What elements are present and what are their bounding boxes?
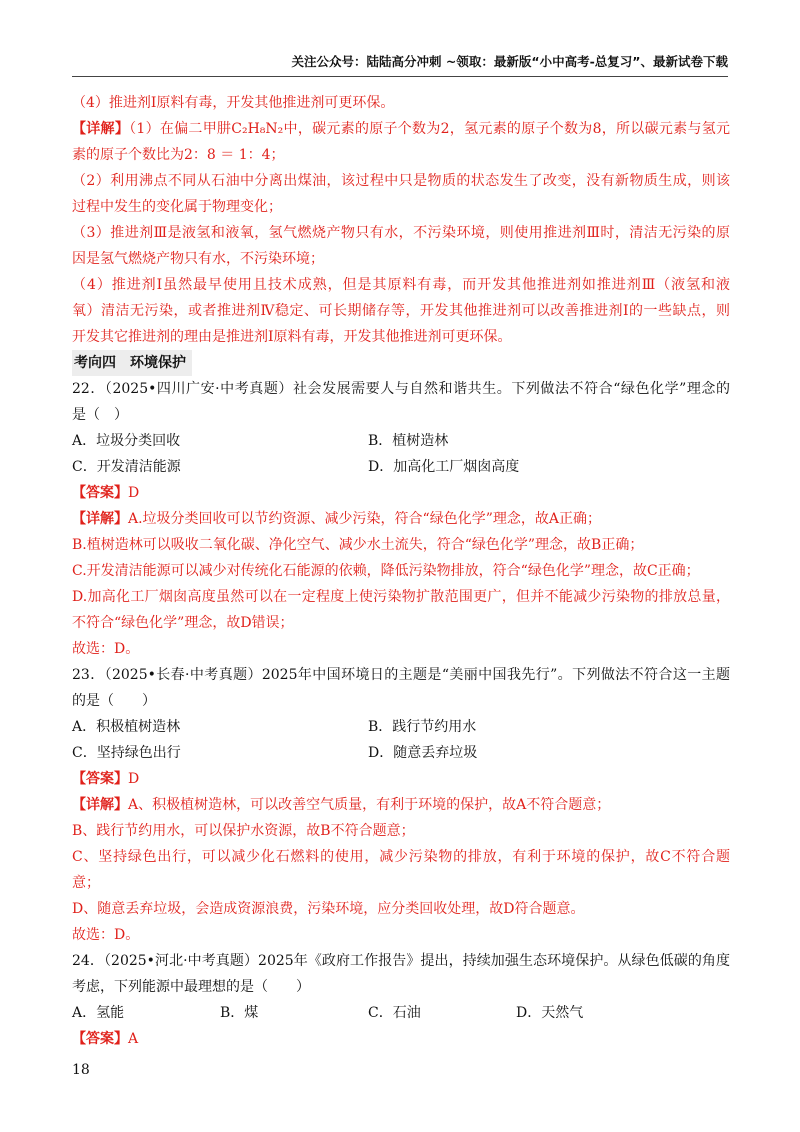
explanation-line: 开发其它推进剂的理由是推进剂Ⅰ原料有毒，开发其他推进剂可更环保。 — [72, 329, 512, 345]
option-a: A．氢能 — [72, 1005, 125, 1021]
explanation-line: （2）利用沸点不同从石油中分离出煤油，该过程中只是物质的状态发生了改变，没有新物质生成，则该 — [72, 173, 730, 189]
explanation-line: 故选：D。 — [72, 927, 140, 943]
explanation-line: 不符合“绿色化学”理念，故D错误； — [72, 615, 294, 631]
option-d: D．天然气 — [516, 1005, 584, 1021]
explanation-line: 【详解】A.垃圾分类回收可以节约资源、减少污染，符合“绿色化学”理念，故A正确； — [72, 511, 601, 527]
question-23-options-row — [72, 714, 730, 740]
option-c: C．石油 — [368, 1005, 421, 1021]
explanation-line: D、随意丢弃垃圾，会造成资源浪费，污染环境，应分类回收处理，故D符合题意。 — [72, 901, 585, 917]
explanation-line: C.开发清洁能源可以减少对传统化石能源的依赖，降低污染物排放，符合“绿色化学”理念，故C正确； — [72, 563, 700, 579]
explanation-line: （4）推进剂Ⅰ原料有毒，开发其他推进剂可更环保。 — [72, 95, 395, 111]
explanation-line: 因是氢气燃烧产物只有水，不污染环境； — [72, 251, 324, 267]
explanation-line: 【详解】A、积极植树造林，可以改善空气质量，有利于环境的保护，故A不符合题意； — [72, 797, 611, 813]
explanation-line: B.植树造林可以吸收二氧化碳、净化空气、减少水土流失，符合“绿色化学”理念，故B正确； — [72, 537, 644, 553]
answer-label: 【答案】D — [72, 771, 140, 787]
explanation-line: B、践行节约用水，可以保护水资源，故B不符合题意； — [72, 823, 415, 839]
explanation-line: 故选：D。 — [72, 641, 140, 657]
page-number: 18 — [72, 1062, 90, 1078]
question-24-stem: 24．（2025•河北·中考真题）2025年《政府工作报告》提出，持续加强生态环境保护。从绿色低碳的角度 — [72, 953, 730, 969]
explanation-line: 意； — [72, 875, 100, 891]
explanation-line: （4）推进剂Ⅰ虽然最早使用且技术成熟，但是其原料有毒，而开发其他推进剂如推进剂Ⅲ（液氢和液 — [72, 277, 730, 293]
option-b: B．践行节约用水 — [368, 719, 477, 735]
question-22-options-row — [72, 454, 730, 480]
bracket-label: 【答案】 — [72, 771, 128, 787]
bracket-label: 【答案】 — [72, 485, 128, 501]
explanation-line: 氧）清洁无污染，或者推进剂Ⅳ稳定、可长期储存等，开发其他推进剂可以改善推进剂Ⅰ的一些缺点，则 — [72, 303, 730, 319]
answer-label: 【答案】D — [72, 485, 140, 501]
question-22-options-row — [72, 428, 730, 454]
option-c: C．坚持绿色出行 — [72, 745, 181, 761]
explanation-line: 过程中发生的变化属于物理变化； — [72, 199, 282, 215]
option-d: D．加高化工厂烟囱高度 — [368, 459, 520, 475]
option-a: A．积极植树造林 — [72, 719, 181, 735]
question-22-stem: 22．（2025•四川广安·中考真题）社会发展需要人与自然和谐共生。下列做法不符合“绿色化学”理念的 — [72, 381, 730, 397]
answer-label: 【答案】A — [72, 1031, 139, 1047]
explanation-line: 【详解】（1）在偏二甲肼C₂H₈N₂中，碳元素的原子个数为2，氢元素的原子个数为8，所以碳元素与氢元 — [72, 121, 730, 137]
question-24-stem-cont: 考虑，下列能源中最理想的是（ ） — [72, 979, 310, 995]
explanation-line: 素的原子个数比为2：8 ＝ 1：4； — [72, 147, 285, 163]
option-c: C．开发清洁能源 — [72, 459, 181, 475]
bracket-label: 【详解】 — [72, 511, 128, 527]
explanation-line: （3）推进剂Ⅲ是液氢和液氧，氢气燃烧产物只有水，不污染环境，则使用推进剂Ⅲ时，清洁无污染的原 — [72, 225, 730, 241]
option-a: A．垃圾分类回收 — [72, 433, 181, 449]
bracket-label: 【详解】 — [72, 121, 130, 137]
document-body — [72, 90, 730, 1052]
bracket-label: 【答案】 — [72, 1031, 128, 1047]
question-23-options-row — [72, 740, 730, 766]
explanation-line: D.加高化工厂烟囱高度虽然可以在一定程度上使污染物扩散范围更广，但并不能减少污染物的排放总量， — [72, 589, 730, 605]
option-b: B．煤 — [220, 1005, 259, 1021]
question-22-stem-cont: 是（ ） — [72, 407, 128, 423]
explanation-line: C、坚持绿色出行，可以减少化石燃料的使用，减少污染物的排放，有利于环境的保护，故C不符合题 — [72, 849, 730, 865]
header-divider — [72, 76, 728, 77]
option-d: D．随意丢弃垃圾 — [368, 745, 478, 761]
bracket-label: 【详解】 — [72, 797, 128, 813]
question-23-stem-cont: 的是（ ） — [72, 693, 156, 709]
page-header: 关注公众号：陆陆高分冲刺 ~领取：最新版“小中高考-总复习”、最新试卷下载 — [291, 54, 728, 69]
question-23-stem: 23．（2025•长春·中考真题）2025年中国环境日的主题是“美丽中国我先行”。下列做法不符合这一主题 — [72, 667, 730, 683]
option-b: B．植树造林 — [368, 433, 449, 449]
question-24-options-row — [72, 1000, 730, 1026]
section-heading: 考向四 环境保护 — [72, 350, 192, 376]
